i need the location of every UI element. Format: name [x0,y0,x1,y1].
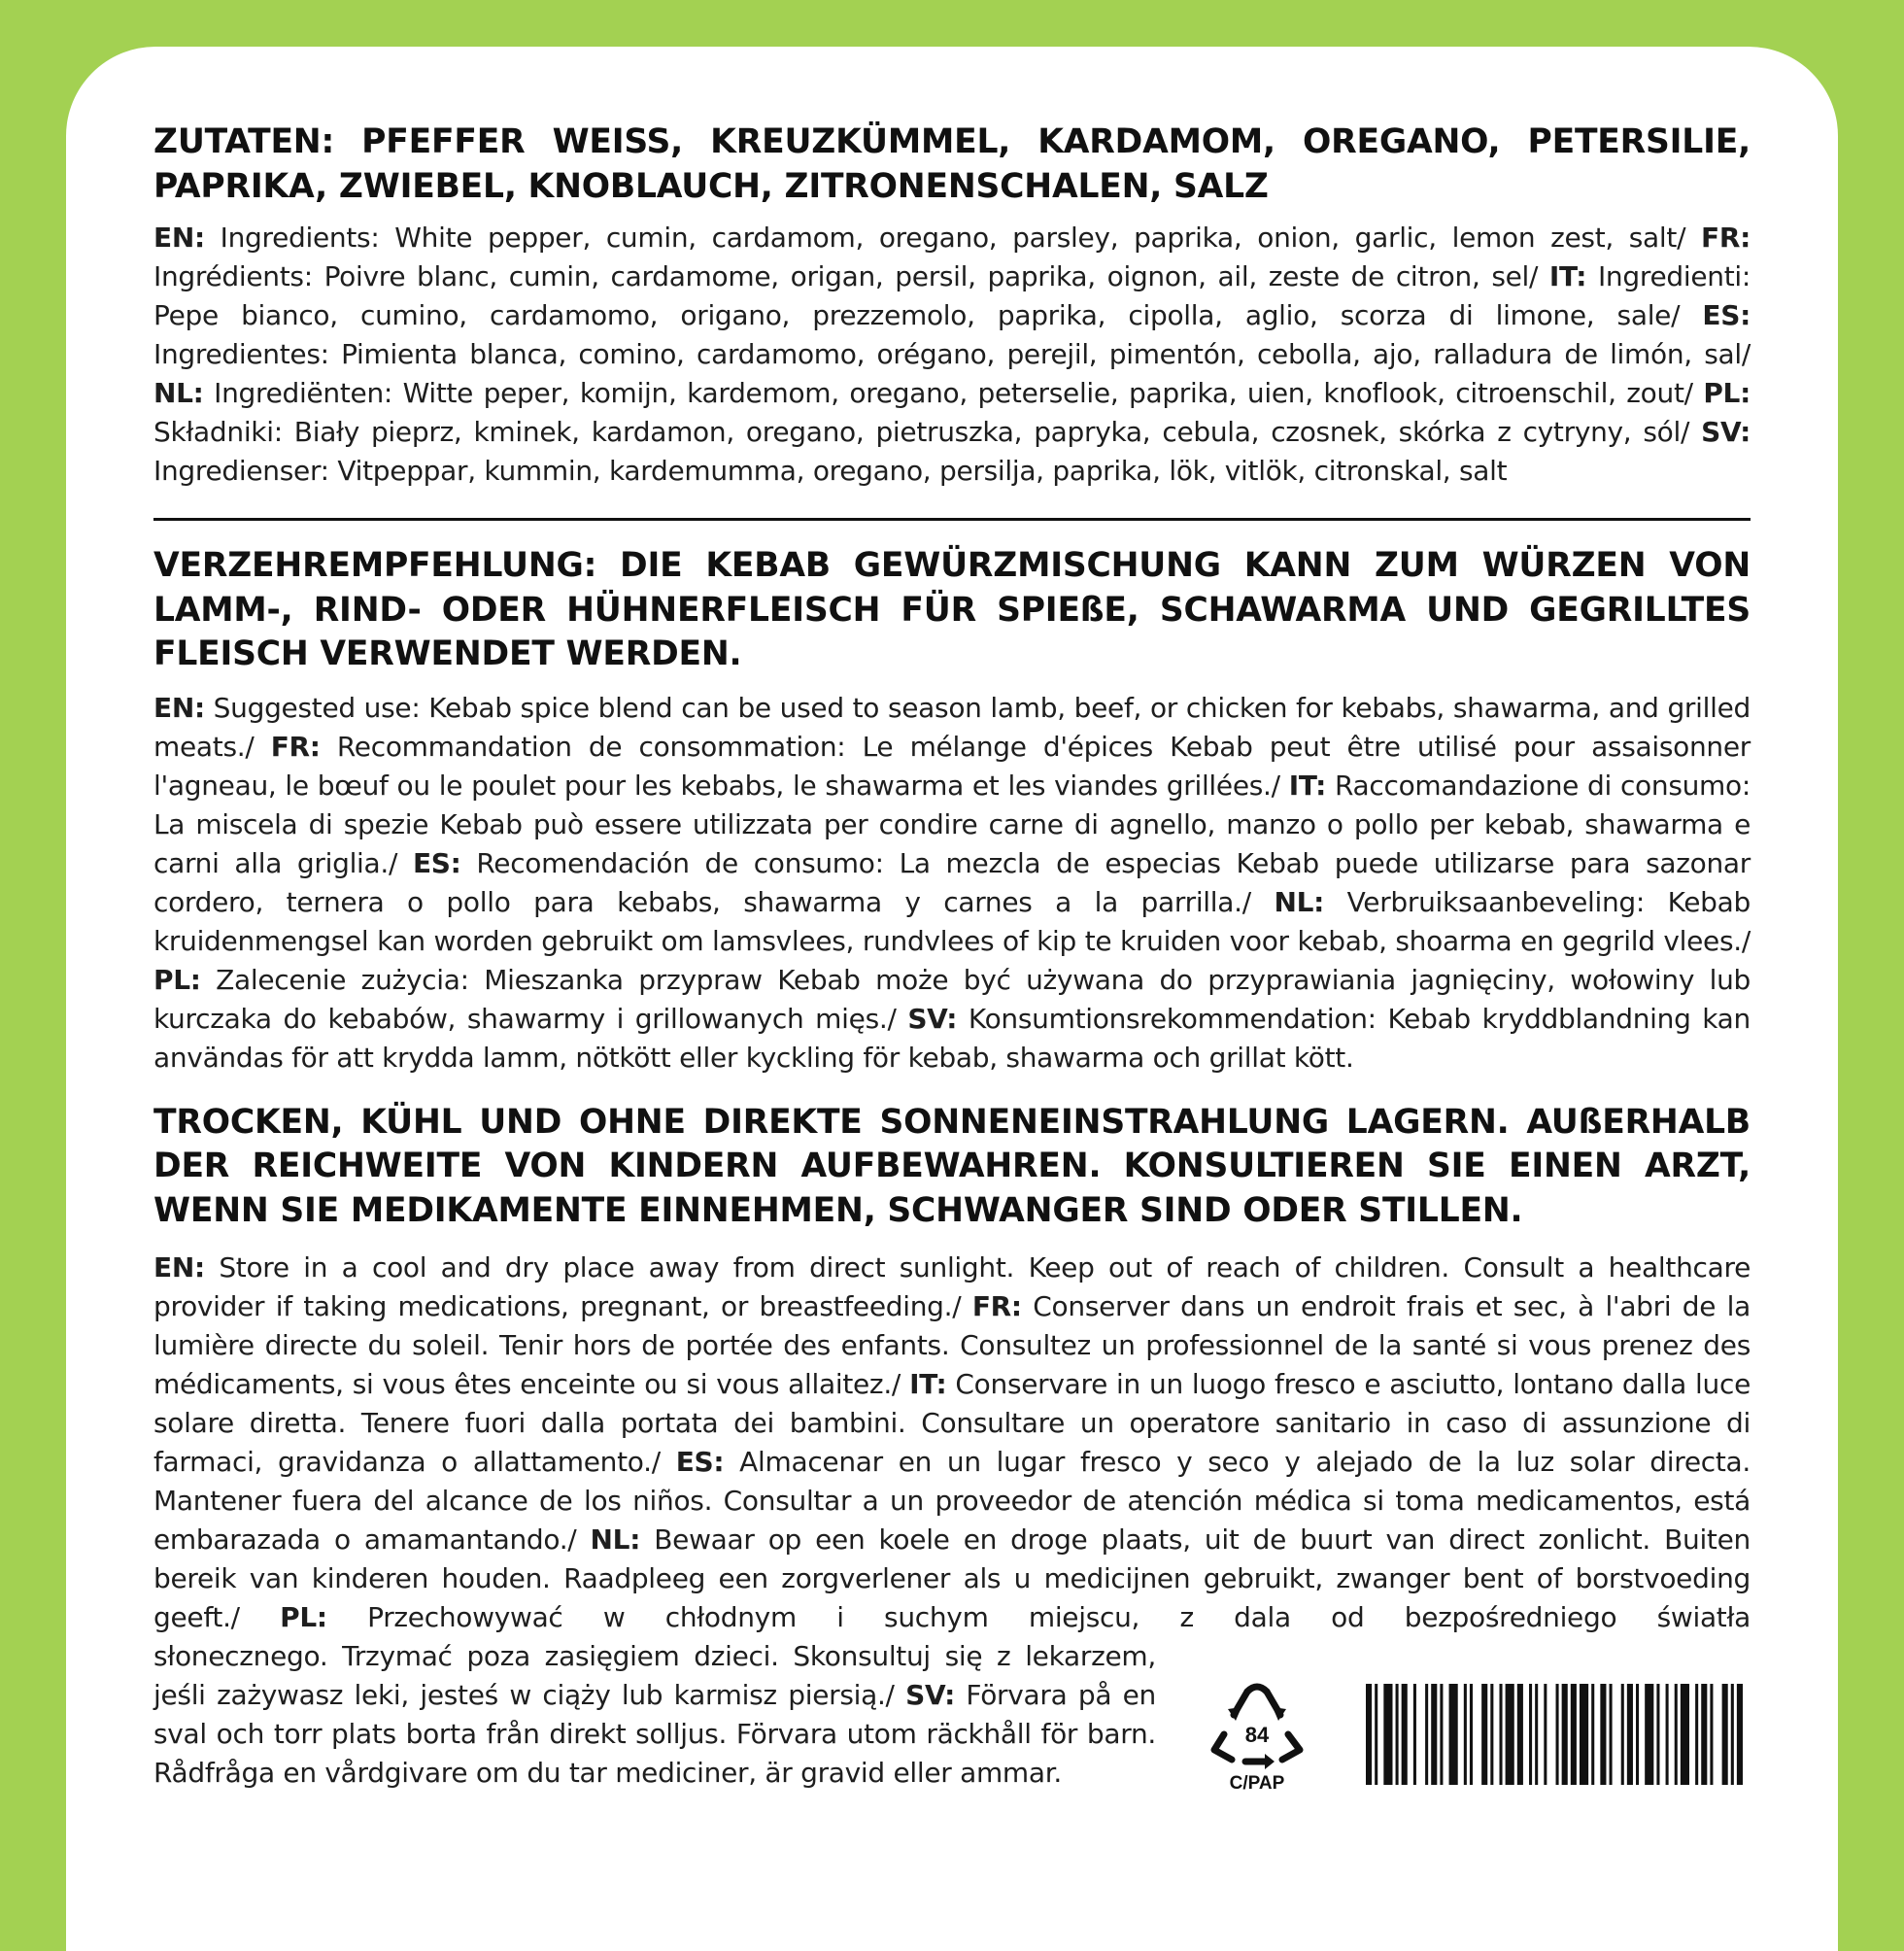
lang-code-nl: NL: [153,377,204,409]
ingredients-en: Ingredients: White pepper, cumin, cardamom, oregano, parsley, paprika, onion, garlic, lemon zest, salt/ [204,222,1701,254]
barcode-icon [1366,1684,1743,1785]
barcode-bar [1535,1684,1538,1785]
barcode-bar [1701,1684,1707,1785]
lang-code-it: IT: [1288,769,1327,802]
lang-code-nl: NL: [590,1523,641,1556]
lang-code-fr: FR: [971,1290,1022,1322]
ingredients-sv: Ingredienser: Vitpeppar, kummin, kardemumma, oregano, persilja, paprika, lök, vitlök, citronskal, salt [153,455,1508,487]
lang-code-it: IT: [909,1368,947,1400]
storage-translations-continued [153,1637,1156,1793]
lang-code-sv: SV: [1701,416,1751,448]
usage-es: Recomendación de consumo: La mezcla de especias Kebab puede utilizarse para sazonar cordero, ternera o pollo para kebabs, shawarma y carnes a la parrilla./ [153,846,1751,918]
lang-code-sv: SV: [907,1002,958,1035]
storage-heading: TROCKEN, KÜHL UND OHNE DIREKTE SONNENEINSTRAHLUNG LAGERN. AUßERHALB DER REICHWEITE VON KINDERN AUFBEWAHREN. KONSULTIEREN SIE EINEN ARZT, WENN SIE MEDIKAMENTE EINNEHMEN, SCHWANGER SIND ODER STILLEN. [153,1102,1751,1230]
usage-pl: Zalecenie zużycia: Mieszanka przypraw Kebab może być używana do przyprawiania jagnięciny, wołowiny lub kurczaka do kebabów, shawarmy i grillowanych mięs./ [153,963,1751,1035]
bottom-row [153,1637,1751,1802]
barcode-bar [1490,1684,1493,1785]
lang-code-es: ES: [675,1446,725,1478]
barcode-bar [1737,1684,1743,1785]
barcode-bar [1710,1684,1713,1785]
lang-code-pl: PL: [153,963,201,996]
barcode-bar [1591,1684,1594,1785]
storage-fr: Conserver dans un endroit frais et sec, à l'abri de la lumière directe du soleil. Tenir hors de portée des enfants. Consultez un professionnel de la santé si vous prenez des médicaments, si vous êtes enceinte ou si vous allaitez./ [153,1290,1751,1400]
storage-it: Conservare in un luogo fresco e asciutto, lontano dalla luce solare diretta. Tenere fuori dalla portata dei bambini. Consultare un operatore sanitario in caso di assunzione di farmaci, gravidanza o allattamento./ [153,1368,1751,1478]
ingredients-pl: Składniki: Biały pieprz, kminek, kardamon, oregano, pietruszka, papryka, cebula, czosnek, skórka z cytryny, sól/ [153,416,1702,448]
barcode-bar [1695,1684,1698,1785]
barcode-bar [1656,1684,1659,1785]
barcode-bar [1556,1684,1559,1785]
barcode-bar [1681,1684,1689,1785]
barcode-bar [1506,1684,1514,1785]
section-divider [153,518,1751,521]
barcode-bar [1464,1684,1467,1785]
barcode-bar [1402,1684,1408,1785]
lang-code-en: EN: [153,222,205,254]
lang-code-pl: PL: [1703,377,1751,409]
barcode-bar [1396,1684,1399,1785]
barcode-bar [1440,1684,1443,1785]
barcode-bar [1722,1684,1728,1785]
usage-nl: Verbruiksaanbeveling: Kebab kruidenmengsel kan worden gebruikt om lamsvlees, rundvlees of kip te kruiden voor kebab, shoarma en gegrild vlees./ [153,885,1751,957]
lang-code-es: ES: [412,846,461,879]
barcode-bar [1645,1684,1653,1785]
barcode-bar [1517,1684,1523,1785]
barcode-bar [1627,1684,1633,1785]
barcode-bar [1636,1684,1639,1785]
storage-en: Store in a cool and dry place away from direct sunlight. Keep out of reach of children. Consult a healthcare provider if taking medications, pregnant, or breastfeeding./ [153,1251,1751,1322]
lang-code-fr: FR: [270,730,321,763]
barcode-bar [1675,1684,1678,1785]
lang-code-it: IT: [1548,260,1587,292]
storage-pl-continued: słonecznego. Trzymać poza zasięgiem dzieci. Skonsultuj się z lekarzem, jeśli zażywasz leki, jesteś w ciąży lub karmisz piersią./ [153,1640,1156,1711]
ingredients-nl: Ingrediënten: Witte peper, komijn, kardemom, oregano, peterselie, paprika, uien, knoflook, citroenschil, zout/ [203,377,1704,409]
ingredients-translations [153,219,1751,491]
usage-fr: Recommandation de consommation: Le mélange d'épices Kebab peut être utilisé pour assaisonner l'agneau, le bœuf ou le poulet pour les kebabs, le shawarma et les viandes grillées./ [153,730,1751,802]
barcode-bar [1610,1684,1613,1785]
label-content [153,120,1751,1802]
barcode-bar [1600,1684,1606,1785]
storage-translations [153,1249,1751,1637]
recycling-symbol-icon [1210,1678,1304,1795]
barcode-bar [1470,1684,1473,1785]
label-panel [66,47,1838,1951]
ingredients-fr: Ingrédients: Poivre blanc, cumin, cardamome, origan, persil, paprika, oignon, ail, zeste de citron, sel/ [153,260,1549,292]
barcode-bar [1544,1684,1547,1785]
barcode-bar [1529,1684,1532,1785]
barcode-bar [1375,1684,1377,1785]
storage-sv: Förvara på en sval och torr plats borta från direkt solljus. Förvara utom räckhåll för barn. Rådfråga en vårdgivare om du tar mediciner, är gravid eller ammar. [153,1679,1156,1789]
barcode-bar [1425,1684,1428,1785]
barcode-bar [1413,1684,1416,1785]
usage-it: Raccomandazione di consumo: La miscela di spezie Kebab può essere utilizzata per condire carne di agnello, manzo o pollo per kebab, shawarma e carni alla griglia./ [153,769,1751,879]
ingredients-heading: ZUTATEN: PFEFFER WEISS, KREUZKÜMMEL, KARDAMOM, OREGANO, PETERSILIE, PAPRIKA, ZWIEBEL, KNOBLAUCH, ZITRONENSCHALEN, SALZ [153,122,1751,206]
lang-code-en: EN: [153,691,205,724]
barcode-bar [1731,1684,1734,1785]
barcode-bar [1431,1684,1437,1785]
recycling-code: C/PAP [1229,1773,1285,1794]
lang-code-sv: SV: [905,1679,955,1711]
storage-es: Almacenar en un lugar fresco y seco y alejado de la luz solar directa. Mantener fuera del alcance de los niños. Consultar a un proveedor de atención médica si toma medicamentos, está embarazada o amamantando./ [153,1446,1751,1556]
storage-pl: Przechowywać w chłodnym i suchym miejscu, z dala od bezpośredniego światła [326,1601,1751,1633]
usage-en: Suggested use: Kebab spice blend can be used to season lamb, beef, or chicken for kebabs, shawarma, and grilled meats./ [153,691,1751,763]
barcode-bar [1481,1684,1487,1785]
barcode-bar [1571,1684,1577,1785]
lang-code-es: ES: [1702,299,1751,331]
barcode-bar [1580,1684,1588,1785]
barcode-bar [1621,1684,1624,1785]
barcode-bar [1499,1684,1502,1785]
barcode-bar [1449,1684,1458,1785]
usage-translations [153,689,1751,1078]
storage-nl: Bewaar op een koele en droge plaats, uit de buurt van direct zonlicht. Buiten bereik van kinderen houden. Raadpleeg een zorgverlener als u medicijnen gebruikt, zwanger bent of borstvoeding geeft./ [153,1523,1751,1633]
lang-code-pl: PL: [280,1601,327,1633]
ingredients-es: Ingredientes: Pimienta blanca, comino, cardamomo, orégano, perejil, pimentón, cebolla, ajo, ralladura de limón, sal/ [153,338,1751,370]
barcode-bar [1562,1684,1568,1785]
lang-code-fr: FR: [1701,222,1751,254]
usage-sv: Konsumtionsrekommendation: Kebab kryddblandning kan användas för att krydda lamm, nötkött eller kyckling för kebab, shawarma och grillat kött. [153,1002,1751,1074]
lang-code-nl: NL: [1274,885,1325,918]
lang-code-en: EN: [153,1251,205,1284]
usage-heading: VERZEHREMPFEHLUNG: DIE KEBAB GEWÜRZMISCHUNG KANN ZUM WÜRZEN VON LAMM-, RIND- ODER HÜHNERFLEISCH FÜR SPIEßE, SCHAWARMA UND GEGRILLTES FLEISCH VERWENDET WERDEN. [153,546,1751,673]
ingredients-it: Ingredienti: Pepe bianco, cumino, cardamomo, origano, prezzemolo, paprika, cipolla, aglio, scorza di limone, sale/ [153,260,1751,331]
barcode-bar [1666,1684,1669,1785]
recycling-number: 84 [1244,1723,1270,1747]
barcode-bar [1366,1684,1372,1785]
barcode-bar [1383,1684,1392,1785]
